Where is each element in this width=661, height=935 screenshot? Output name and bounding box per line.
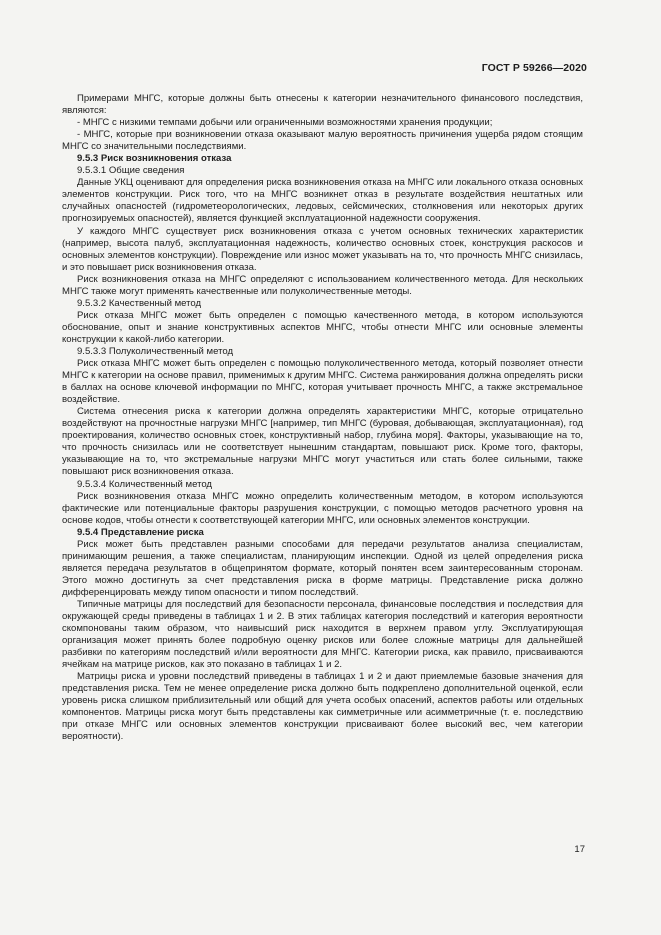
paragraph: Типичные матрицы для последствий для безопасности персонала, финансовые последствия и последствия для окружающей среды приведены в таблицах 1 и 2. В этих таблицах категория последствий и категория вероятности скомпонованы таким образом, что наивысший риск находится в верхнем правом углу. Эксплуатирующая организация может принять более подробную оценку рисков или более сложные матрицы для дальнейшей разбивки по категориям последствий и/или вероятности для МНГС. Категории риска, как правило, присваиваются ячейкам на матрице рисков, как это показано в таблицах 1 и 2. [62,598,583,671]
paragraph: Риск возникновения отказа на МНГС определяют с использованием количественного метода. Для нескольких МНГС также могут применять качественные или полуколичественные методы. [62,273,583,297]
section-heading: 9.5.4 Представление риска [77,526,204,538]
section-heading: 9.5.3 Риск возникновения отказа [77,153,232,165]
section-heading: 9.5.3.1 Общие сведения [77,165,185,177]
page-number: 17 [574,844,585,855]
paragraph: - МНГС, которые при возникновении отказа оказывают малую вероятность причинения ущерба рядом стоящим МНГС со значительными последствиями. [62,129,583,153]
paragraph: Примерами МНГС, которые должны быть отнесены к категории незначительного финансового последствия, являются: [62,93,583,117]
paragraph: Риск отказа МНГС может быть определен с помощью качественного метода, в котором используются обоснование, опыт и знание конструктивных аспектов МНГС, чтобы отнести МНГС или основные элементы конструкции к какой-либо категории. [62,309,583,345]
section-heading: 9.5.3.3 Полуколичественный метод [77,345,234,357]
paragraph: Данные УКЦ оценивают для определения риска возникновения отказа на МНГС или локального отказа основных элементов конструкции. Риск того, что на МНГС возникнет отказ в результате воздействия нештатных или случайных опасностей (гидрометеорологических, ледовых, сейсмических, столкновения или некоторых других прогнозируемых опасностей), является функцией эксплуатационной надежности сооружения. [62,177,583,225]
paragraph: - МНГС с низкими темпами добычи или ограниченными возможностями хранения продукции; [77,117,493,129]
paragraph: Риск отказа МНГС может быть определен с помощью полуколичественного метода, который позволяет отнести МНГС к категории на основе правил, применимых к другим МНГС. Система ранжирования должна определять риски в баллах на основе ключевой информации по МНГС, которая учитывает прочность МНГС, а также экстремальное воздействие. [62,358,583,406]
standard-header: ГОСТ Р 59266—2020 [481,62,587,74]
paragraph: Система отнесения риска к категории должна определять характеристики МНГС, которые отрицательно воздействуют на прочностные нагрузки МНГС [например, тип МНГС (буровая, добывающая, эксплуатационная), год проектирования, количество основных стоек, конструктивный набор, глубина моря]. Факторы, указывающие на то, что прочность снизилась или не соответствует нынешним стандартам, повышают риск. Кроме того, факторы, указывающие на то, что экстремальные нагрузки МНГС могут участиться или стать более сильными, также повышают риск возникновения отказа. [62,406,583,478]
paragraph: Риск может быть представлен разными способами для передачи результатов анализа специалистам, принимающим решения, а также специалистам, планирующим инспекции. Одной из целей определения риска является передача результатов в общепринятом формате, который понятен всем заинтересованным сторонам. Этого можно достигнуть за счет представления риска в форме матрицы. Представление риска должно дифференцировать между типом опасности и типом последствий. [62,538,583,598]
section-heading: 9.5.3.4 Количественный метод [77,478,212,490]
section-heading: 9.5.3.2 Качественный метод [77,297,202,309]
paragraph: Риск возникновения отказа МНГС можно определить количественным методом, в котором используются фактические или потенциальные факторы разрушения конструкции, с помощью методов расчетного уровня на основе кодов, чтобы отнести к соответствующей категории МНГС, или основных элементов конструкции. [62,490,583,526]
paragraph: Матрицы риска и уровни последствий приведены в таблицах 1 и 2 и дают приемлемые базовые значения для представления риска. Тем не менее определение риска должно быть подкреплено дополнительной оценкой, если уровень риска слишком приблизительный или общий для учета особых опасений, аспектов работы или отдельных компонентов. Матрицы риска могут быть представлены как симметричные или асимметричные (т. е. последствию при отказе МНГС или основных элементов конструкции присваивают более высокий вес, чем категории вероятности). [62,671,583,743]
body-text [62,93,583,744]
paragraph: У каждого МНГС существует риск возникновения отказа с учетом основных технических характеристик (например, высота палуб, эксплуатационная надежность, количество основных стоек, конструкция раскосов и основных элементов конструкции). Повреждение или износ может указывать на то, что прочность МНГС снизилась, и это повышает риск возникновения отказа. [62,225,583,273]
